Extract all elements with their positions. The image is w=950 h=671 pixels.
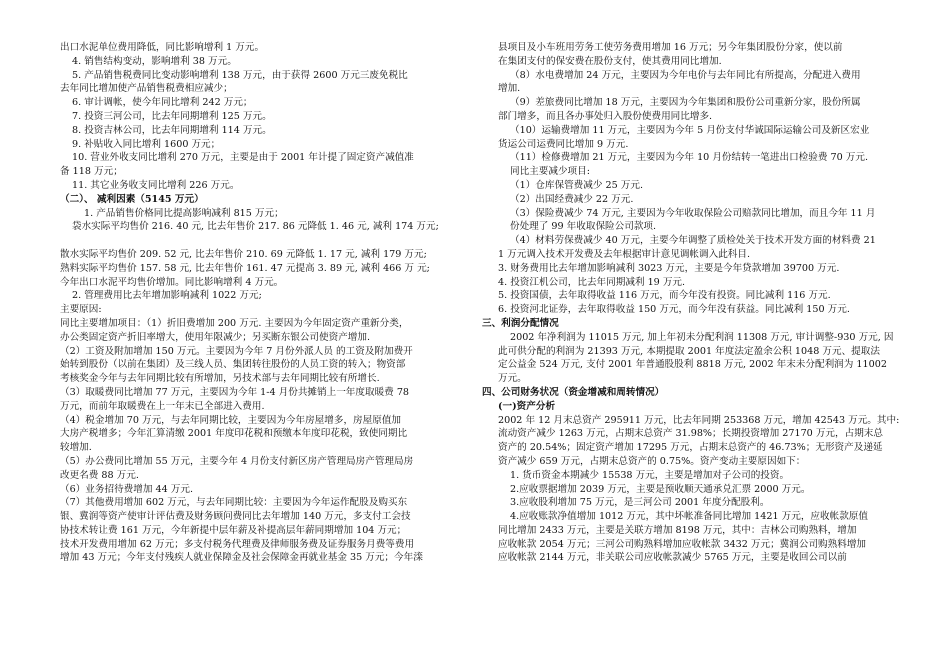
text-line: （3）保险费减少 74 万元, 主要因为今年收取保险公司赔款同比增加，而且今年 11 月 — [510, 207, 876, 219]
text-line: 协技术转让费 161 万元，今年新提中层年薪及补提高层年薪同期增加 104 万元； — [60, 524, 407, 536]
text-line: 5. 投资国债，去年取得收益 116 万元，而今年没有投资。同比减利 116 万元. — [498, 290, 831, 302]
text-line: （1）仓库保管费减少 25 万元. — [510, 179, 643, 191]
text-line: 万元。 — [498, 373, 527, 385]
text-line: （10）运输费增加 11 万元，主要因为今年 5 月份支付华诚国际运输公司及新区宏业 — [510, 124, 870, 136]
text-line: （二）、 减利因素（5145 万元） — [60, 193, 204, 205]
text-line: 2002 年 12 月末总资产 295911 万元，比去年同期 253368 万元，增加 42543 万元。其中: — [498, 414, 900, 426]
text-line: 散水实际平均售价 209. 52 元, 比去年售价 210. 69 元降低 1. 17 元, 减利 179 万元; — [60, 248, 427, 260]
text-line: 此可供分配的利润为 21393 万元, 本期提取 2001 年度法定盈余公积 1048 万元、提取法 — [498, 345, 880, 357]
text-line: （5）办公费同比增加 55 万元，主要今年 4 月份支付新区房产管理局房产管理局房 — [60, 455, 414, 467]
text-line: 应收帐款 2054 万元；三河公司购熟料增加应收帐款 3432 万元；冀润公司购熟料增加 — [498, 538, 867, 550]
text-line: 2002 年净利润为 11015 万元, 加上年初未分配利润 11308 万元, 审计调整-930 万元, 因 — [510, 331, 894, 343]
text-line: 备 118 万元； — [60, 166, 123, 178]
text-line: 三、利润分配情况 — [482, 317, 559, 329]
text-line: 袋水实际平均售价 216. 40 元, 比去年售价 217. 86 元降低 1. 46 元, 减利 174 万元; — [72, 221, 439, 233]
text-line: 10. 营业外收支同比增利 270 万元，主要是由于 2001 年计提了固定资产减值准 — [72, 152, 414, 164]
text-line: 11. 其它业务收支同比增利 226 万元。 — [72, 179, 240, 191]
text-line: 大房产税增多；今年汇算清缴 2001 年度印花税和预缴本年度印花税，致使同期比 — [60, 428, 408, 440]
text-line: （4）材料劳保费减少 40 万元，主要今年调整了质检处关于技术开发方面的材料费 21 — [510, 235, 876, 247]
text-line: 较增加. — [60, 442, 92, 454]
text-line: （9）差旅费同比增加 18 万元，主要因为今年集团和股份公司重新分家，股份所属 — [510, 97, 861, 109]
text-line: （11）检修费增加 21 万元，主要因为今年 10 月份结转一笔进出口检验费 70 万元. — [510, 152, 868, 164]
text-line: (一)资产分析 — [498, 400, 556, 412]
text-line: 2.应收票据增加 2039 万元，主要是预收顺天通承兑汇票 2000 万元。 — [510, 483, 811, 495]
text-line: （4）税金增加 70 万元，与去年同期比较，主要因为今年房屋增多，房屋原值加 — [60, 414, 402, 426]
text-line: 6. 投资河北证券，去年取得收益 150 万元，而今年没有获益。同比减利 150 万元. — [498, 304, 850, 316]
text-line: 始转到股份（以前在集团）及三线人员、集团转往股份的人员工资的转入；物资部 — [60, 359, 406, 371]
text-line: 应收帐款 2144 万元，非关联公司应收帐款减少 5765 万元，主要是收回公司以前 — [498, 552, 847, 564]
text-line: 部门增多，而且各办事处归入股份使费用同比增多. — [498, 110, 713, 122]
text-line: （2）工资及附加增加 150 万元。主要因为今年 7 月份外派人员 的工资及附加费开 — [60, 345, 413, 357]
text-line: 银、冀润等资产使审计评估费及财务顾问费同比去年增加 140 万元，多支付工会技 — [60, 511, 411, 523]
text-line: 3.应收股利增加 75 万元，是三河公司 2001 年度分配股利。 — [510, 497, 770, 509]
text-line: 县项目及小车班用劳务工使劳务费用增加 16 万元；另今年集团股份分家，使以前 — [498, 42, 843, 53]
text-line: 4.应收账款净值增加 1012 万元，其中坏帐准备同比增加 1421 万元，应收帐款原值 — [510, 511, 868, 523]
text-line: 去年同比增加使产品销售税费相应减少； — [60, 83, 233, 95]
text-line: 6. 审计调帐，使今年同比增利 242 万元； — [72, 97, 253, 109]
right-column — [482, 41, 921, 565]
text-line: 8. 投资吉林公司，比去年同期增利 114 万元。 — [72, 124, 272, 136]
text-line: 定公益金 524 万元, 支付 2001 年普通股股利 8818 万元, 2002 年末未分配利润为 11002 — [498, 359, 887, 371]
text-line: 9. 补贴收入同比增利 1600 万元； — [72, 138, 221, 150]
left-column — [60, 41, 453, 565]
text-line: 资产的 20.54%；固定资产增加 17295 万元，占期末总资产的 46.73%；无形资产及递延 — [498, 442, 883, 454]
text-line: 5. 产品销售税费同比变动影响增利 138 万元，由于获得 2600 万元三废免税比 — [72, 69, 408, 81]
text-line: 技术开发费用增加 62 万元；多支付税务代理费及律师服务费及证券服务月费等费用 — [60, 538, 415, 550]
text-line: （2）出国经费减少 22 万元. — [510, 193, 634, 205]
text-line: 份处理了 99 年收取保险公司款项. — [510, 221, 657, 233]
text-line: 改更名费 88 万元. — [60, 469, 139, 481]
text-line: 增加. — [498, 83, 521, 95]
text-line: 1. 货币资金本期减少 15538 万元，主要是增加对子公司的投资。 — [510, 469, 790, 481]
text-line: 出口水泥单位费用降低，同比影响增利 1 万元。 — [60, 42, 265, 53]
text-line: （6）业务招待费增加 44 万元. — [60, 483, 193, 495]
text-line: 资产减少 659 万元，占期末总资产的 0.75%。资产变动主要原因如下： — [498, 455, 806, 467]
text-line: 同比增加 2433 万元，主要是关联方增加 8198 万元，其中：吉林公司购熟料，增加 — [498, 524, 857, 536]
text-line: （7）其他费用增加 602 万元，与去年同期比较：主要因为今年运作配股及购买东 — [60, 497, 408, 509]
text-line: 主要原因: — [60, 304, 102, 316]
text-line: 1 万元调入技术开发费及去年根据审计意见调帐调入此科目. — [498, 248, 751, 260]
text-line: 货运公司运费同比增加 9 万元. — [498, 138, 629, 150]
text-line: 2. 管理费用比去年增加影响减利 1022 万元; — [72, 290, 262, 302]
text-line: 流动资产减少 1263 万元，占期末总资产 31.98%；长期投资增加 27170 万元，占期末总 — [498, 428, 883, 440]
text-line: 同比主要减少项目: — [510, 166, 590, 178]
text-line: 万元，而前年取暖费在上一年末已全部进入费用. — [60, 400, 265, 412]
text-line: 熟料实际平均售价 157. 58 元, 比去年售价 161. 47 元提高 3. 89 元, 减利 466 万 元; — [60, 262, 430, 274]
text-line: 7. 投资三河公司，比去年同期增利 125 万元。 — [72, 110, 272, 122]
text-line: 四、公司财务状况（资金增减和周转情况） — [482, 386, 665, 398]
text-line: 4. 投资江机公司，比去年同期减利 19 万元. — [498, 276, 686, 288]
text-line: （3）取暖费同比增加 77 万元，主要因为今年 1-4 月份共摊销上一年度取暖费 78 — [60, 386, 410, 398]
text-line: 考核奖金今年与去年同期比较有所增加，另技术部与去年同期比较有所增长. — [60, 373, 380, 385]
text-line: 同比主要增加项目：（1）折旧费增加 200 万元. 主要因为今年固定资产重新分类， — [60, 317, 409, 329]
text-line: 办公类固定资产折旧率增大，使用年限减少；另买断东银公司使资产增加. — [60, 331, 371, 343]
text-line: 1. 产品销售价格同比提高影响减利 815 万元； — [84, 207, 284, 219]
text-line: 在集团支付的保安费在股份支付，使其费用同比增加. — [498, 55, 722, 67]
text-line — [60, 234, 453, 248]
text-line: 3. 财务费用比去年增加影响减利 3023 万元，主要是今年贷款增加 39700 万元. — [498, 262, 840, 274]
text-line: （8）水电费增加 24 万元，主要因为今年电价与去年同比有所提高，分配进入费用 — [510, 69, 861, 81]
text-line: 今年出口水泥平均售价增加。同比影响增利 4 万元。 — [60, 276, 284, 288]
text-line: 4. 销售结构变动，影响增利 38 万元。 — [72, 55, 237, 67]
text-line: 增加 43 万元；今年支付残疾人就业保障金及社会保障金再就业基金 35 万元；今年滦 — [60, 552, 423, 564]
